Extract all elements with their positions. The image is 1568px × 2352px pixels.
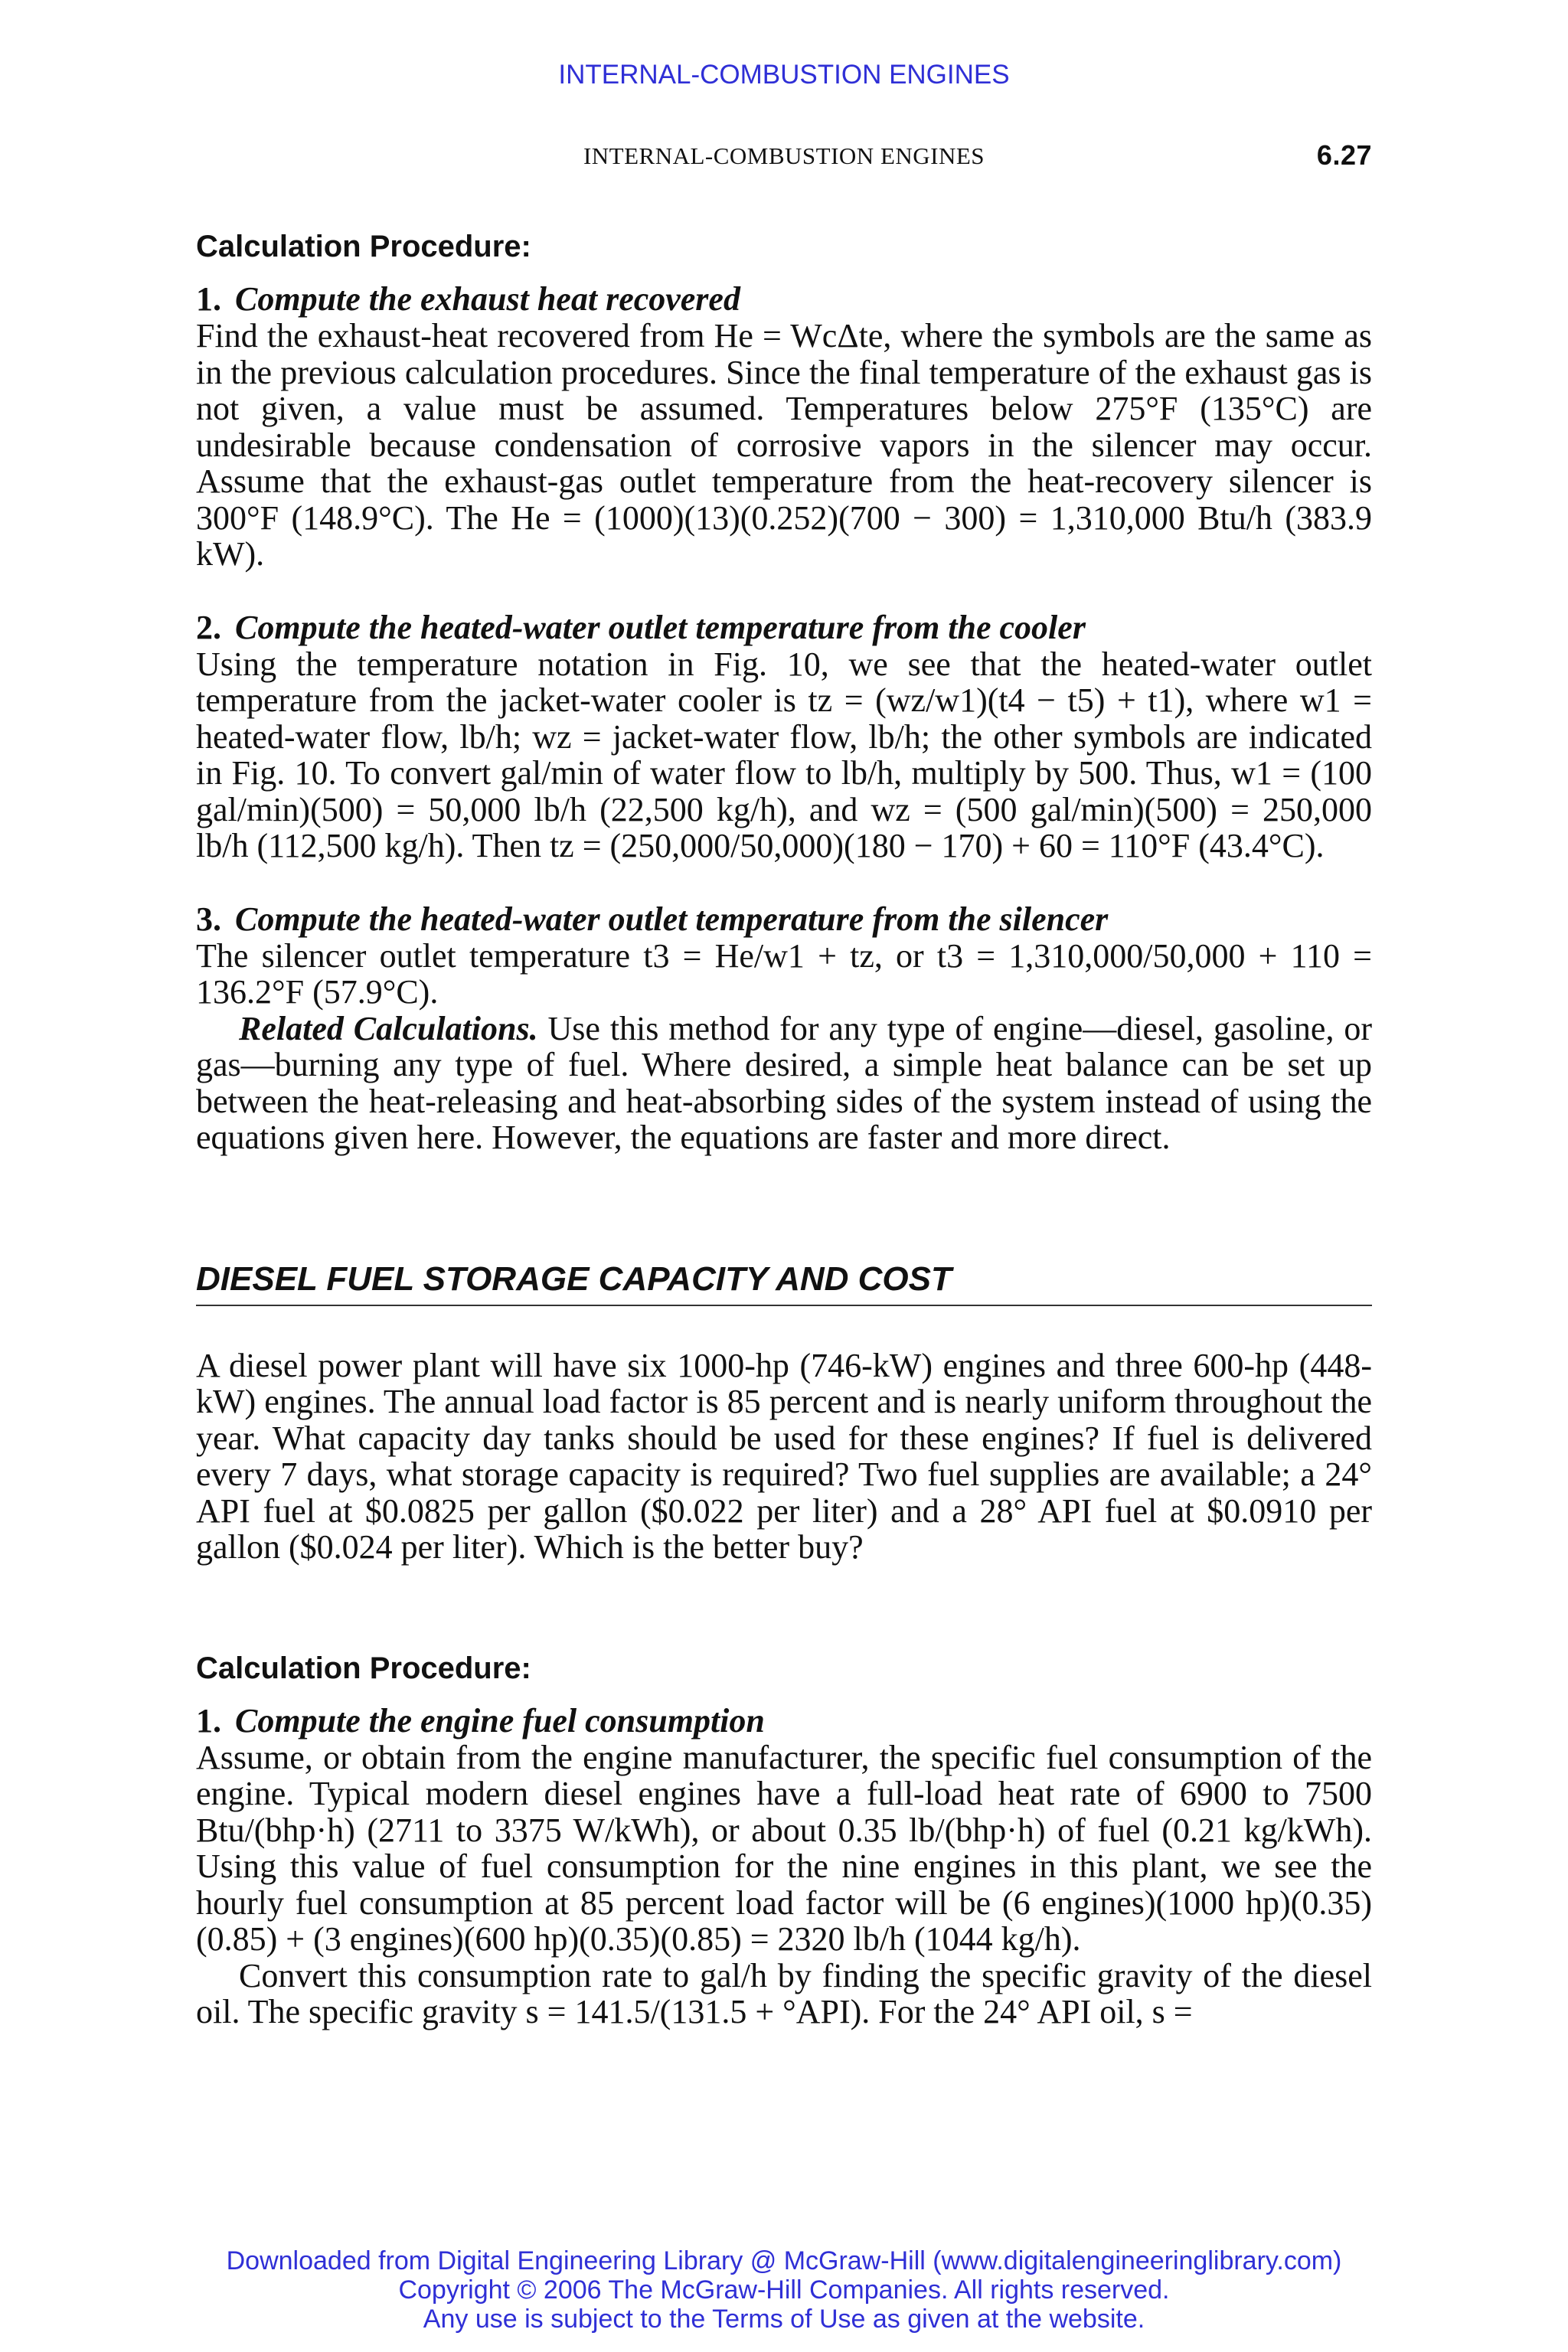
- step-text: Using the temperature notation in Fig. 10, we see that the heated-water outlet temperature from the jacket-water cooler is tz = (wz/w1)(t4 − t5) + t1), where w1 = heated-water flow, lb/h; wz = jacket-water flow, lb/h; the other symbols are indicated in Fig. 10. To convert gal/min of water flow to lb/h, multiply by 500. Thus, w1 = (100 gal/min)(500) = 50,000 lb/h (22,500 kg/h), and wz = (500 gal/min)(500) = 250,000 lb/h (112,500 kg/h). Then tz = (250,000/50,000)(180 − 170) + 60 = 110°F (43.4°C).: [196, 645, 1372, 864]
- related-calculations: [196, 1011, 1372, 1156]
- related-label: Related Calculations.: [239, 1009, 538, 1047]
- running-title: INTERNAL-COMBUSTION ENGINES: [583, 142, 985, 169]
- step-text: Find the exhaust-heat recovered from He = WcΔte, where the symbols are the same as in the previous calculation procedures. Since the final temperature of the exhaust gas is not given, a value must be assumed. Temperatures below 275°F (135°C) are undesirable because condensation of corrosive vapors in the silencer may occur. Assume that the exhaust-gas outlet temperature from the heat-recovery silencer is 300°F (148.9°C). The He = (1000)(13)(0.252)(700 − 300) = 1,310,000 Btu/h (383.9 kW).: [196, 317, 1372, 573]
- page-number: 6.27: [1316, 139, 1372, 171]
- step-heading: 1. Compute the engine fuel consumption: [196, 1701, 765, 1740]
- footer-download-link[interactable]: Downloaded from Digital Engineering Library @ McGraw-Hill (www.digitalengineeringlibrary.com): [226, 2246, 1342, 2275]
- procedure-heading: Calculation Procedure:: [196, 1651, 531, 1685]
- step-text: Assume, or obtain from the engine manufacturer, the specific fuel consumption of the engine. Typical modern diesel engines have a full-load heat rate of 6900 to 7500 Btu/(bhp·h) (2711 to 3375 W/kWh), or about 0.35 lb/(bhp·h) of fuel (0.21 kg/kWh). Using this value of fuel consumption for the nine engines in this plant, we see the hourly fuel consumption at 85 percent load factor will be (6 engines)(1000 hp)(0.35)(0.85) + (3 engines)(600 hp)(0.35)(0.85) = 2320 lb/h (1044 kg/h).: [196, 1738, 1372, 1958]
- problem-statement: A diesel power plant will have six 1000-hp (746-kW) engines and three 600-hp (448-kW) engines. The annual load factor is 85 percent and is nearly uniform throughout the year. What capacity day tanks should be used for these engines? If fuel is delivered every 7 days, what storage capacity is required? Two fuel supplies are available; a 24° API fuel at $0.0825 per gallon ($0.022 per liter) and a 28° API fuel at $0.0910 per gallon ($0.024 per liter). Which is the better buy?: [196, 1346, 1372, 1566]
- step-heading: 3. Compute the heated-water outlet temperature from the silencer: [196, 900, 1109, 938]
- related-text: Use this method for any type of engine—diesel, gasoline, or gas—burning any type of fuel. Where desired, a simple heat balance can be set up between the heat-releasing and heat-absorbing sides of the system instead of using the equations given here. However, the equations are faster and more direct.: [196, 1009, 1372, 1156]
- footer-copyright: Copyright © 2006 The McGraw-Hill Companies. All rights reserved.: [398, 2275, 1170, 2305]
- step-text: The silencer outlet temperature t3 = He/w1 + tz, or t3 = 1,310,000/50,000 + 110 = 136.2°F (57.9°C).: [196, 936, 1372, 1011]
- procedure-heading: Calculation Procedure:: [196, 230, 531, 263]
- page-content: [196, 230, 1372, 2030]
- section-title: DIESEL FUEL STORAGE CAPACITY AND COST: [196, 1260, 1372, 1306]
- step-text: Convert this consumption rate to gal/h by finding the specific gravity of the diesel oil. The specific gravity s = 141.5/(131.5 + °API). For the 24° API oil, s =: [196, 1956, 1372, 2030]
- step-heading: 2. Compute the heated-water outlet temperature from the cooler: [196, 608, 1086, 646]
- step-heading: 1. Compute the exhaust heat recovered: [196, 280, 740, 318]
- chapter-link[interactable]: INTERNAL-COMBUSTION ENGINES: [558, 60, 1010, 90]
- footer-terms[interactable]: Any use is subject to the Terms of Use as given at the website.: [423, 2305, 1145, 2334]
- footer: [0, 2246, 1568, 2334]
